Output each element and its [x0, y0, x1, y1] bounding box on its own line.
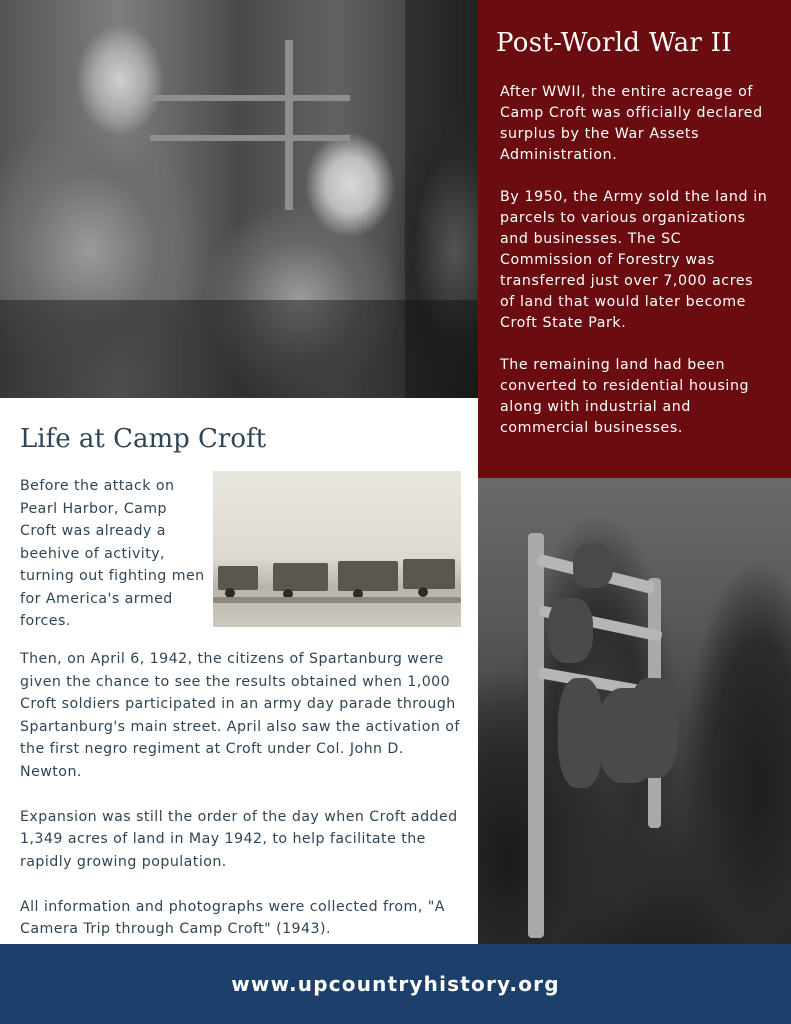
website-link[interactable]: www.upcountryhistory.org [231, 972, 560, 996]
life-intro-text: Before the attack on Pearl Harbor, Camp Croft was already a beehive of activity, turning out fighting men for America's armed forces. [20, 478, 205, 629]
bunk-rail [150, 135, 350, 141]
truck [218, 566, 258, 590]
life-body [20, 648, 465, 963]
post-war-paragraph: The remaining land had been converted to residential housing along with industrial and commercial businesses. [500, 357, 750, 436]
bunk-post [285, 40, 293, 210]
soldiers-row [213, 597, 461, 603]
truck [273, 563, 328, 591]
post-war-paragraph: By 1950, the Army sold the land in parcels to various organizations and businesses. The SC Commission of Forestry was transferred just over 7,000 acres of land that would later become Croft State Park. [500, 189, 768, 331]
army-trucks-photo [213, 471, 461, 627]
bunk-rail [150, 95, 350, 101]
post-war-paragraph: After WWII, the entire acreage of Camp Croft was officially declared surplus by the War Assets Administration. [500, 84, 763, 163]
obstacle-pole [528, 533, 544, 938]
life-paragraph: All information and photographs were collected from, "A Camera Trip through Camp Croft" (1943). [20, 898, 445, 937]
post-war-panel [478, 0, 791, 478]
barracks-photo [0, 0, 478, 398]
climbing-soldier [558, 678, 603, 788]
right-shadow [405, 0, 478, 398]
climbing-soldier [628, 678, 678, 778]
truck [338, 561, 398, 591]
post-war-title: Post-World War II [496, 28, 732, 58]
life-section-title: Life at Camp Croft [20, 424, 267, 454]
footer-bar [0, 944, 791, 1024]
climbing-soldier [573, 543, 613, 588]
climbing-soldier [548, 598, 593, 663]
obstacle-course-photo [478, 478, 791, 944]
life-paragraph: Then, on April 6, 1942, the citizens of Spartanburg were given the chance to see the results obtained when 1,000 Croft soldiers participated in an army day parade through Spartanburg's main street. April also saw the activation of the first negro regiment at Croft under Col. John D. Newton. [20, 651, 460, 780]
life-paragraph: Expansion was still the order of the day when Croft added 1,349 acres of land in May 1942, to help facilitate the rapidly growing population. [20, 808, 458, 870]
truck-wheel [418, 587, 428, 597]
truck [403, 559, 455, 589]
